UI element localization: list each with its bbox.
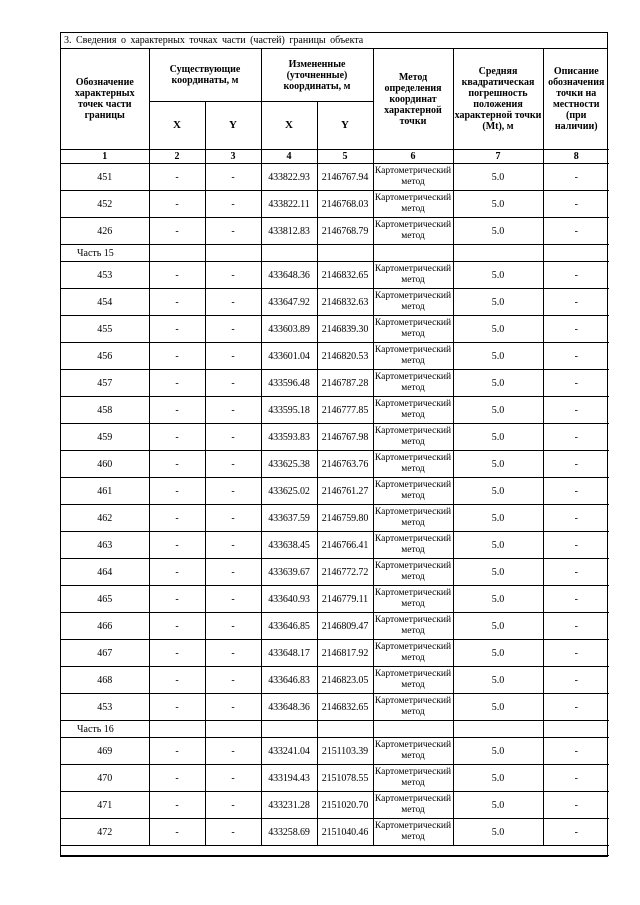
existing-x-cell: - [149, 343, 205, 370]
existing-x-cell: - [149, 765, 205, 792]
rms-error-cell: 5.0 [453, 218, 543, 245]
updated-x-cell: 433822.93 [261, 164, 317, 191]
table-row [61, 640, 609, 667]
updated-x-cell: 433646.85 [261, 613, 317, 640]
updated-x-cell: 433648.36 [261, 262, 317, 289]
updated-x-cell: 433241.04 [261, 738, 317, 765]
existing-y-cell: - [205, 738, 261, 765]
updated-x-cell: 433648.36 [261, 694, 317, 721]
existing-x-cell: - [149, 694, 205, 721]
rms-error-cell: 5.0 [453, 191, 543, 218]
existing-y-cell: - [205, 819, 261, 846]
table-row [61, 289, 609, 316]
description-cell: - [543, 765, 609, 792]
existing-y-cell: - [205, 218, 261, 245]
table-row [61, 424, 609, 451]
description-cell: - [543, 164, 609, 191]
empty-cell [317, 245, 373, 262]
description-cell: - [543, 694, 609, 721]
points-table [61, 49, 609, 856]
point-number-cell: 470 [61, 765, 149, 792]
rms-error-cell: 5.0 [453, 451, 543, 478]
existing-x-cell: - [149, 532, 205, 559]
existing-y-cell: - [205, 397, 261, 424]
existing-x-cell: - [149, 613, 205, 640]
existing-y-cell: - [205, 370, 261, 397]
part-label: Часть 15 [61, 245, 149, 262]
updated-x-cell: 433812.83 [261, 218, 317, 245]
existing-y-cell: - [205, 765, 261, 792]
method-cell: Картометрический метод [373, 218, 453, 245]
updated-y-cell: 2146761.27 [317, 478, 373, 505]
empty-cell [543, 245, 609, 262]
existing-x-cell: - [149, 370, 205, 397]
existing-y-cell: - [205, 424, 261, 451]
existing-x-cell: - [149, 262, 205, 289]
method-cell: Картометрический метод [373, 694, 453, 721]
rms-error-cell: 5.0 [453, 424, 543, 451]
updated-x-cell: 433194.43 [261, 765, 317, 792]
table-row [61, 164, 609, 191]
empty-cell [205, 245, 261, 262]
updated-y-cell: 2146832.65 [317, 694, 373, 721]
method-cell: Картометрический метод [373, 370, 453, 397]
empty-cell [317, 721, 373, 738]
table-row [61, 478, 609, 505]
updated-y-cell: 2146767.94 [317, 164, 373, 191]
table-row [61, 370, 609, 397]
header-existing-y: Y [205, 102, 261, 150]
header-method: Метод определения координат характерной точки [373, 49, 453, 150]
existing-x-cell: - [149, 792, 205, 819]
description-cell: - [543, 316, 609, 343]
rms-error-cell: 5.0 [453, 819, 543, 846]
existing-x-cell: - [149, 451, 205, 478]
description-cell: - [543, 451, 609, 478]
updated-x-cell: 433625.38 [261, 451, 317, 478]
empty-cell [453, 245, 543, 262]
rms-error-cell: 5.0 [453, 505, 543, 532]
rms-error-cell: 5.0 [453, 164, 543, 191]
method-cell: Картометрический метод [373, 613, 453, 640]
rms-error-cell: 5.0 [453, 738, 543, 765]
updated-y-cell: 2146823.05 [317, 667, 373, 694]
table-row [61, 532, 609, 559]
updated-x-cell: 433601.04 [261, 343, 317, 370]
rms-error-cell: 5.0 [453, 316, 543, 343]
point-number-cell: 451 [61, 164, 149, 191]
method-cell: Картометрический метод [373, 316, 453, 343]
empty-cell [453, 721, 543, 738]
updated-x-cell: 433593.83 [261, 424, 317, 451]
point-number-cell: 462 [61, 505, 149, 532]
point-number-cell: 463 [61, 532, 149, 559]
header-updated-coords: Измененные (уточненные) координаты, м [261, 49, 373, 102]
description-cell: - [543, 559, 609, 586]
table-trailing-row [61, 846, 609, 856]
updated-y-cell: 2146832.63 [317, 289, 373, 316]
updated-y-cell: 2146766.41 [317, 532, 373, 559]
table-row [61, 694, 609, 721]
column-number: 3 [205, 150, 261, 164]
rms-error-cell: 5.0 [453, 765, 543, 792]
rms-error-cell: 5.0 [453, 640, 543, 667]
existing-y-cell: - [205, 478, 261, 505]
updated-y-cell: 2146767.98 [317, 424, 373, 451]
existing-y-cell: - [205, 640, 261, 667]
rms-error-cell: 5.0 [453, 343, 543, 370]
rms-error-cell: 5.0 [453, 694, 543, 721]
updated-x-cell: 433822.11 [261, 191, 317, 218]
updated-x-cell: 433637.59 [261, 505, 317, 532]
existing-x-cell: - [149, 478, 205, 505]
existing-y-cell: - [205, 164, 261, 191]
updated-x-cell: 433231.28 [261, 792, 317, 819]
existing-y-cell: - [205, 532, 261, 559]
existing-y-cell: - [205, 792, 261, 819]
updated-y-cell: 2151078.55 [317, 765, 373, 792]
existing-y-cell: - [205, 694, 261, 721]
method-cell: Картометрический метод [373, 451, 453, 478]
point-number-cell: 456 [61, 343, 149, 370]
method-cell: Картометрический метод [373, 640, 453, 667]
table-row [61, 316, 609, 343]
updated-y-cell: 2151103.39 [317, 738, 373, 765]
point-number-cell: 466 [61, 613, 149, 640]
existing-y-cell: - [205, 191, 261, 218]
point-number-cell: 461 [61, 478, 149, 505]
existing-x-cell: - [149, 289, 205, 316]
existing-x-cell: - [149, 586, 205, 613]
existing-y-cell: - [205, 316, 261, 343]
description-cell: - [543, 397, 609, 424]
updated-y-cell: 2146820.53 [317, 343, 373, 370]
method-cell: Картометрический метод [373, 397, 453, 424]
updated-x-cell: 433646.83 [261, 667, 317, 694]
section-box [60, 32, 608, 857]
method-cell: Картометрический метод [373, 738, 453, 765]
updated-x-cell: 433639.67 [261, 559, 317, 586]
empty-cell [261, 721, 317, 738]
rms-error-cell: 5.0 [453, 370, 543, 397]
table-row [61, 738, 609, 765]
table-row [61, 451, 609, 478]
updated-x-cell: 433638.45 [261, 532, 317, 559]
point-number-cell: 459 [61, 424, 149, 451]
rms-error-cell: 5.0 [453, 792, 543, 819]
method-cell: Картометрический метод [373, 191, 453, 218]
column-number: 7 [453, 150, 543, 164]
point-number-cell: 453 [61, 262, 149, 289]
table-row [61, 765, 609, 792]
method-cell: Картометрический метод [373, 505, 453, 532]
empty-cell [261, 245, 317, 262]
point-number-cell: 465 [61, 586, 149, 613]
point-number-cell: 455 [61, 316, 149, 343]
description-cell: - [543, 478, 609, 505]
table-row [61, 667, 609, 694]
point-number-cell: 471 [61, 792, 149, 819]
point-number-cell: 452 [61, 191, 149, 218]
column-number: 2 [149, 150, 205, 164]
updated-y-cell: 2146759.80 [317, 505, 373, 532]
existing-x-cell: - [149, 316, 205, 343]
updated-y-cell: 2151020.70 [317, 792, 373, 819]
empty-cell [543, 721, 609, 738]
rms-error-cell: 5.0 [453, 532, 543, 559]
table-row [61, 819, 609, 846]
method-cell: Картометрический метод [373, 289, 453, 316]
updated-x-cell: 433625.02 [261, 478, 317, 505]
method-cell: Картометрический метод [373, 478, 453, 505]
header-existing-x: X [149, 102, 205, 150]
header-updated-y: Y [317, 102, 373, 150]
updated-y-cell: 2146832.65 [317, 262, 373, 289]
part-header-row [61, 245, 609, 262]
updated-x-cell: 433258.69 [261, 819, 317, 846]
rms-error-cell: 5.0 [453, 613, 543, 640]
description-cell: - [543, 792, 609, 819]
empty-cell [149, 721, 205, 738]
empty-cell [373, 245, 453, 262]
column-number: 4 [261, 150, 317, 164]
existing-x-cell: - [149, 738, 205, 765]
description-cell: - [543, 505, 609, 532]
table-row [61, 191, 609, 218]
existing-y-cell: - [205, 451, 261, 478]
rms-error-cell: 5.0 [453, 559, 543, 586]
existing-x-cell: - [149, 505, 205, 532]
existing-x-cell: - [149, 667, 205, 694]
point-number-cell: 426 [61, 218, 149, 245]
method-cell: Картометрический метод [373, 586, 453, 613]
existing-x-cell: - [149, 191, 205, 218]
updated-y-cell: 2146768.79 [317, 218, 373, 245]
point-number-cell: 454 [61, 289, 149, 316]
method-cell: Картометрический метод [373, 343, 453, 370]
updated-x-cell: 433648.17 [261, 640, 317, 667]
updated-y-cell: 2146768.03 [317, 191, 373, 218]
table-row [61, 397, 609, 424]
rms-error-cell: 5.0 [453, 262, 543, 289]
header-rms-error: Средняя квадратическая погрешность положения характерной точки (Mt), м [453, 49, 543, 150]
updated-y-cell: 2146772.72 [317, 559, 373, 586]
table-row [61, 262, 609, 289]
header-description: Описание обозначения точки на местности (при наличии) [543, 49, 609, 150]
point-number-cell: 468 [61, 667, 149, 694]
existing-x-cell: - [149, 424, 205, 451]
existing-x-cell: - [149, 164, 205, 191]
updated-x-cell: 433596.48 [261, 370, 317, 397]
method-cell: Картометрический метод [373, 262, 453, 289]
description-cell: - [543, 738, 609, 765]
rms-error-cell: 5.0 [453, 667, 543, 694]
description-cell: - [543, 667, 609, 694]
point-number-cell: 460 [61, 451, 149, 478]
updated-y-cell: 2146817.92 [317, 640, 373, 667]
column-number: 8 [543, 150, 609, 164]
description-cell: - [543, 819, 609, 846]
table-row [61, 559, 609, 586]
point-number-cell: 469 [61, 738, 149, 765]
header-point-designation: Обозначение характерных точек части границы [61, 49, 149, 150]
point-number-cell: 453 [61, 694, 149, 721]
updated-y-cell: 2146809.47 [317, 613, 373, 640]
table-body [61, 164, 609, 846]
updated-y-cell: 2151040.46 [317, 819, 373, 846]
description-cell: - [543, 262, 609, 289]
method-cell: Картометрический метод [373, 667, 453, 694]
rms-error-cell: 5.0 [453, 397, 543, 424]
existing-x-cell: - [149, 819, 205, 846]
method-cell: Картометрический метод [373, 559, 453, 586]
point-number-cell: 464 [61, 559, 149, 586]
document-sheet [60, 32, 608, 857]
description-cell: - [543, 370, 609, 397]
method-cell: Картометрический метод [373, 765, 453, 792]
updated-y-cell: 2146763.76 [317, 451, 373, 478]
existing-y-cell: - [205, 559, 261, 586]
point-number-cell: 458 [61, 397, 149, 424]
header-updated-x: X [261, 102, 317, 150]
part-header-row [61, 721, 609, 738]
updated-x-cell: 433640.93 [261, 586, 317, 613]
empty-cell [205, 721, 261, 738]
description-cell: - [543, 343, 609, 370]
table-row [61, 343, 609, 370]
updated-y-cell: 2146839.30 [317, 316, 373, 343]
empty-cell [373, 721, 453, 738]
method-cell: Картометрический метод [373, 819, 453, 846]
existing-x-cell: - [149, 559, 205, 586]
table-row [61, 218, 609, 245]
updated-x-cell: 433595.18 [261, 397, 317, 424]
description-cell: - [543, 424, 609, 451]
method-cell: Картометрический метод [373, 424, 453, 451]
method-cell: Картометрический метод [373, 792, 453, 819]
point-number-cell: 472 [61, 819, 149, 846]
existing-y-cell: - [205, 289, 261, 316]
table-row [61, 792, 609, 819]
column-number: 5 [317, 150, 373, 164]
point-number-cell: 457 [61, 370, 149, 397]
header-existing-coords: Существующие координаты, м [149, 49, 261, 102]
table-row [61, 613, 609, 640]
method-cell: Картометрический метод [373, 164, 453, 191]
existing-x-cell: - [149, 218, 205, 245]
empty-cell [149, 245, 205, 262]
existing-y-cell: - [205, 667, 261, 694]
updated-x-cell: 433603.89 [261, 316, 317, 343]
rms-error-cell: 5.0 [453, 478, 543, 505]
existing-x-cell: - [149, 397, 205, 424]
existing-y-cell: - [205, 262, 261, 289]
rms-error-cell: 5.0 [453, 289, 543, 316]
description-cell: - [543, 613, 609, 640]
rms-error-cell: 5.0 [453, 586, 543, 613]
table-row [61, 586, 609, 613]
description-cell: - [543, 218, 609, 245]
existing-y-cell: - [205, 613, 261, 640]
point-number-cell: 467 [61, 640, 149, 667]
description-cell: - [543, 191, 609, 218]
updated-y-cell: 2146787.28 [317, 370, 373, 397]
existing-y-cell: - [205, 343, 261, 370]
column-number: 6 [373, 150, 453, 164]
table-row [61, 505, 609, 532]
description-cell: - [543, 532, 609, 559]
column-number: 1 [61, 150, 149, 164]
description-cell: - [543, 640, 609, 667]
description-cell: - [543, 289, 609, 316]
section-title: 3. Сведения о характерных точках части (частей) границы объекта [61, 33, 607, 49]
updated-y-cell: 2146779.11 [317, 586, 373, 613]
updated-x-cell: 433647.92 [261, 289, 317, 316]
description-cell: - [543, 586, 609, 613]
part-label: Часть 16 [61, 721, 149, 738]
updated-y-cell: 2146777.85 [317, 397, 373, 424]
existing-x-cell: - [149, 640, 205, 667]
method-cell: Картометрический метод [373, 532, 453, 559]
existing-y-cell: - [205, 505, 261, 532]
existing-y-cell: - [205, 586, 261, 613]
